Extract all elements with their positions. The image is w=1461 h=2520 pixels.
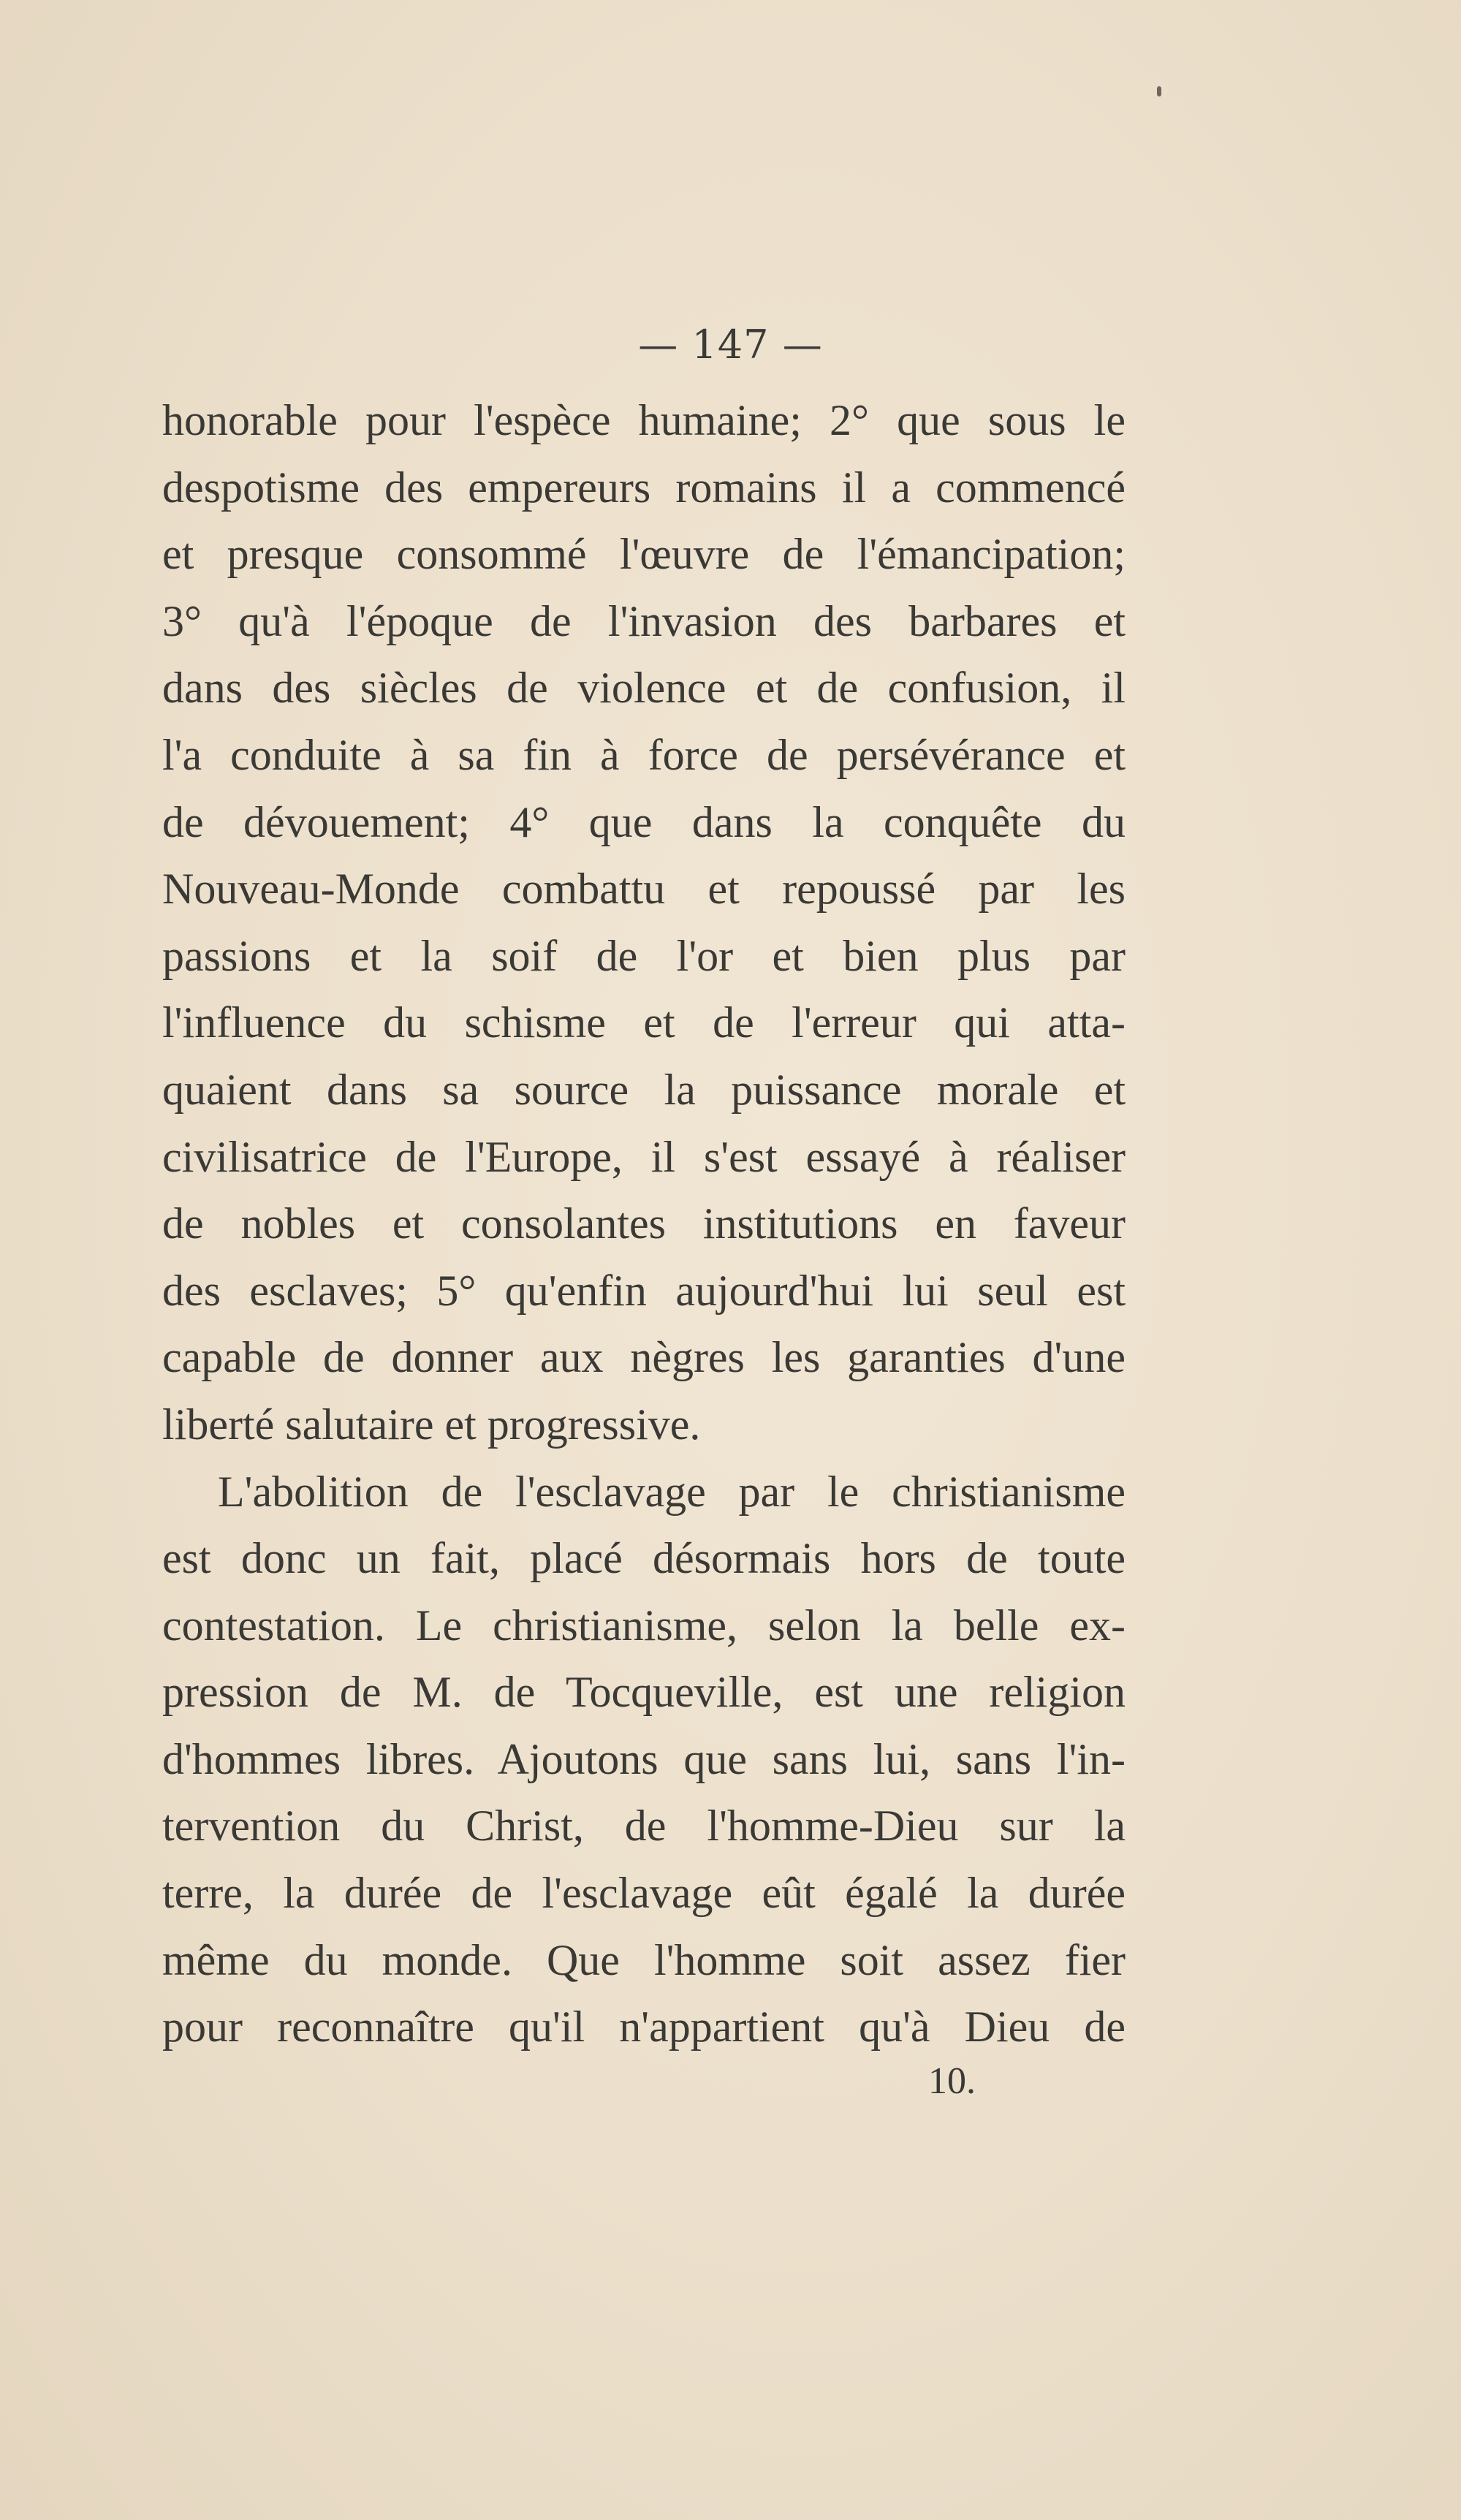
text-line: même du monde. Que l'homme soit assez fier [162,1935,1126,1984]
text-line: quaient dans sa source la puissance morale et [162,1065,1126,1114]
signature-mark: 10. [928,2060,976,2102]
page-number-header: — 147 — [638,322,823,368]
text-line: civilisatrice de l'Europe, il s'est essayé à réaliser [162,1132,1126,1181]
text-line: pression de M. de Tocqueville, est une religion [162,1668,1126,1717]
text-line: dans des siècles de violence et de confusion, il [162,664,1126,713]
text-line: de nobles et consolantes institutions en faveur [162,1199,1126,1248]
text-line: liberté salutaire et progressive. [162,1400,701,1449]
text-line: de dévouement; 4° que dans la conquête du [162,797,1126,846]
text-line: 3° qu'à l'époque de l'invasion des barbares et [162,596,1126,645]
text-line: et presque consommé l'œuvre de l'émancipation; [162,530,1126,579]
text-line: l'influence du schisme et de l'erreur qui atta- [162,998,1126,1047]
text-line: l'a conduite à sa fin à force de persévérance et [162,730,1126,779]
text-line: contestation. Le christianisme, selon la belle ex- [162,1601,1126,1650]
text-line: L'abolition de l'esclavage par le christianisme [218,1467,1126,1516]
body-text [162,387,1126,2061]
text-line: tervention du Christ, de l'homme-Dieu sur la [162,1802,1126,1851]
text-line: Nouveau-Monde combattu et repoussé par les [162,865,1126,914]
text-line: honorable pour l'espèce humaine; 2° que sous le [162,396,1126,444]
text-line: est donc un fait, placé désormais hors de toute [162,1534,1126,1583]
ink-speck [1157,86,1161,96]
text-line: d'hommes libres. Ajoutons que sans lui, sans l'in- [162,1734,1126,1783]
text-line: despotisme des empereurs romains il a commencé [162,463,1126,512]
text-line: passions et la soif de l'or et bien plus par [162,931,1126,980]
text-line: capable de donner aux nègres les garanties d'une [162,1333,1126,1382]
text-line: terre, la durée de l'esclavage eût égalé la durée [162,1869,1126,1918]
text-line: des esclaves; 5° qu'enfin aujourd'hui lui seul est [162,1266,1126,1315]
text-line: pour reconnaître qu'il n'appartient qu'à Dieu de [162,2003,1126,2052]
